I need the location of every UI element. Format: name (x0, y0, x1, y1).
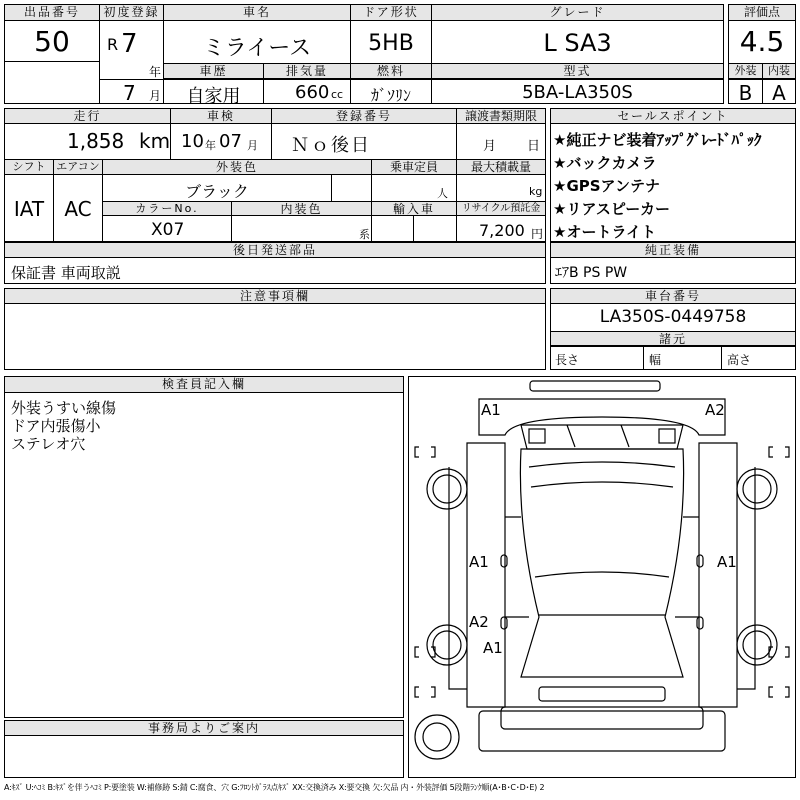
interior-label: 内装 (763, 64, 795, 79)
mark-rear-door-left: A2 (469, 613, 489, 631)
office-title: 事務局よりご案内 (5, 721, 403, 736)
chassis-title: 車台番号 (551, 289, 795, 304)
inspector-block (4, 376, 404, 718)
chassis-number: LA350S-0449758 (599, 307, 747, 327)
grade-label: グレード (432, 5, 723, 21)
sales-points-block (550, 108, 796, 242)
sales-points-title: セールスポイント (551, 109, 795, 124)
equipment-value: ｴｱB PS PW (555, 265, 628, 281)
first-reg-month: 7 (123, 81, 136, 105)
ac-label: エアコン (54, 160, 102, 175)
year-unit: 年 (149, 65, 162, 79)
fuel: ｶﾞｿﾘﾝ (370, 86, 411, 105)
transfer-month: 月 (483, 139, 497, 154)
era: R (107, 35, 119, 54)
recycle-amount: 7,200 (479, 221, 525, 240)
car-name: ミライース (202, 36, 312, 61)
equipment-block (550, 242, 796, 284)
exterior-label: 外装 (729, 64, 762, 79)
notes-title: 注意事項欄 (5, 289, 545, 304)
displacement-label: 排気量 (264, 64, 350, 79)
color-no: X07 (151, 220, 185, 240)
shift: IAT (13, 197, 45, 221)
recycle-yen: 円 (531, 227, 544, 241)
inspection-label: 車検 (171, 109, 271, 124)
sales-point-4: ★リアスピーカー (553, 200, 670, 218)
chassis-block (550, 288, 796, 370)
fuel-label: 燃料 (351, 64, 431, 79)
sales-point-5: ★オートライト (553, 223, 656, 241)
inspection-month-unit: 月 (247, 139, 258, 152)
parts-title: 後日発送部品 (5, 243, 545, 258)
mileage: 1,858 (67, 129, 125, 153)
parts-value: 保証書 車両取説 (11, 264, 121, 282)
lot-number: 50 (34, 25, 70, 58)
mark-door-left: A1 (469, 553, 489, 571)
month-unit: 月 (149, 89, 162, 103)
ext-color-label: 外装色 (103, 160, 371, 175)
recycle-label: リサイクル預託金 (457, 202, 545, 216)
spec-block (4, 108, 546, 242)
reg-no: Ｎｏ後日 (291, 135, 371, 156)
inspector-title: 検査員記入欄 (5, 377, 403, 393)
inspector-line-2: ドア内張傷小 (11, 417, 101, 435)
displacement: 660 (295, 82, 330, 103)
first-reg-label: 初度登録 (100, 5, 163, 21)
notes-block (4, 288, 546, 370)
displacement-unit: cc (331, 88, 344, 101)
door-type: 5HB (368, 31, 414, 56)
interior-grade: A (772, 81, 786, 105)
legend-text: A:ｷｽﾞ U:ﾍｺﾐ B:ｷｽﾞを伴うﾍｺﾐ P:要塗装 W:補修跡 S:錆 C:腐食、穴 G:ﾌﾛﾝﾄｶﾞﾗｽ点ｷｽﾞ XX:交換済み X:要交換 欠:欠品 内・外装評価 5段階ﾗﾝｸ順(A･B･C･D･E) 2 (4, 783, 545, 792)
reg-no-label: 登録番号 (272, 109, 456, 124)
mileage-unit: km (139, 129, 171, 153)
score-block (728, 4, 796, 104)
office-block (4, 720, 404, 778)
capacity-unit: 人 (437, 187, 448, 200)
mark-rear-quarter-left: A1 (483, 639, 503, 657)
max-load-label: 最大積載量 (457, 160, 545, 175)
inspector-line-3: ステレオ穴 (11, 435, 86, 453)
car-outline-drawing (409, 377, 795, 777)
int-color-unit: 系 (359, 228, 370, 241)
color-no-label: カラーNo. (103, 202, 231, 216)
score-label: 評価点 (729, 5, 795, 21)
sales-point-2: ★バックカメラ (553, 154, 657, 172)
first-reg-year: 7 (121, 29, 138, 59)
import-label: 輸入車 (372, 202, 456, 216)
header-block (4, 4, 724, 107)
door-label: ドア形状 (351, 5, 431, 21)
exterior-grade: B (738, 81, 753, 105)
history: 自家用 (186, 86, 241, 107)
max-load-unit: kg (529, 185, 543, 198)
history-label: 車歴 (164, 64, 263, 79)
capacity-label: 乗車定員 (372, 160, 456, 175)
mileage-label: 走行 (5, 109, 170, 124)
inspector-line-1: 外装うすい線傷 (11, 399, 117, 417)
mark-front-right: A2 (705, 401, 725, 419)
lot-no-label: 出品番号 (5, 5, 99, 21)
parts-block (4, 242, 546, 284)
ext-color: ブラック (185, 182, 249, 201)
mark-door-right: A1 (717, 553, 737, 571)
model-label: 型式 (432, 64, 723, 79)
grade: L SA3 (543, 29, 612, 57)
sales-point-1: ★純正ナビ装着ｱｯﾌﾟｸﾞﾚｰﾄﾞﾊﾟｯｸ (553, 131, 762, 149)
model: 5BA-LA350S (522, 82, 633, 103)
transfer-label: 譲渡書類期限 (457, 109, 545, 124)
mark-front-left: A1 (481, 401, 501, 419)
car-name-label: 車名 (164, 5, 350, 21)
equipment-title: 純正装備 (551, 243, 795, 258)
dims-length: 長さ (555, 353, 580, 367)
dims-width: 幅 (649, 353, 662, 367)
sales-point-3: ★GPSアンテナ (553, 177, 660, 195)
ac: AC (64, 197, 92, 221)
inspection-year: 10 (181, 131, 204, 152)
inspection-month: 07 (219, 131, 242, 152)
transfer-day: 日 (527, 139, 541, 154)
car-diagram (408, 376, 796, 778)
inspection-year-unit: 年 (205, 139, 216, 152)
shift-label: シフト (5, 160, 53, 175)
dims-title: 諸元 (551, 332, 795, 346)
score: 4.5 (739, 25, 785, 58)
int-color-label: 内装色 (232, 202, 371, 216)
dims-height: 高さ (727, 353, 752, 367)
